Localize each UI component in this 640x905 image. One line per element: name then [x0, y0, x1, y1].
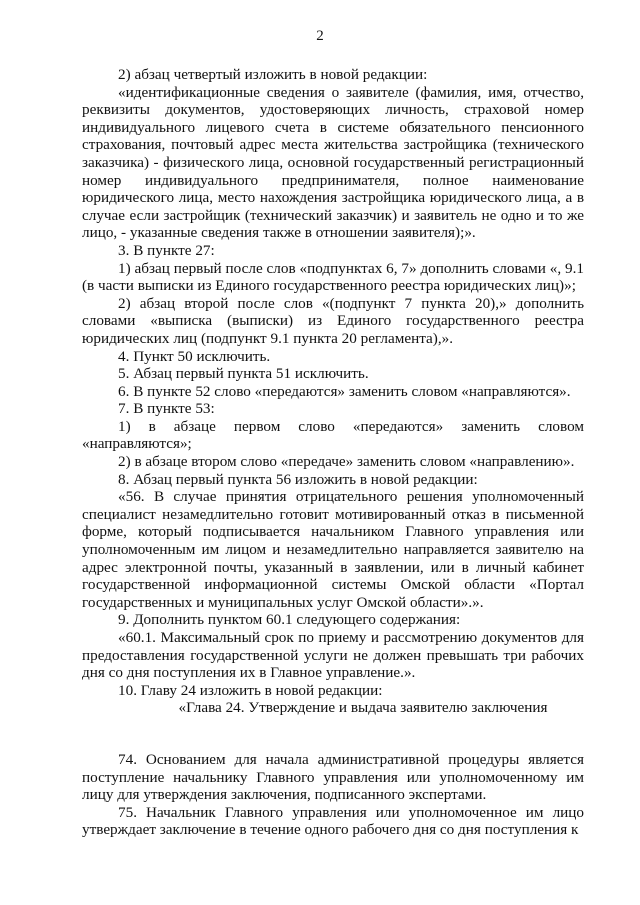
paragraph-19: 75. Начальник Главного управления или уполномоченное им лицо утверждает заключение в течение одного рабочего дня со дня поступления к	[82, 803, 584, 839]
paragraph-2: «идентификационные сведения о заявителе (фамилия, имя, отчество, реквизиты документов, удостоверяющих личность, страховой номер индивидуального лицевого счета в системе обязательного пенсионного страхования, почтовый адрес места жительства застройщика (технического заказчика) - физического лица, основной государственный регистрационный номер индивидуального предпринимателя, полное наименование юридического лица, место нахождения застройщика юридического лица, а в случае если застройщик (технический заказчик) и заявитель не одно и то же лицо, - указанные сведения также в отношении заявителя);».	[82, 83, 584, 242]
paragraph-16: 10. Главу 24 изложить в новой редакции:	[118, 681, 383, 699]
paragraph-8: 6. В пункте 52 слово «передаются» заменить словом «направляются».	[118, 382, 571, 400]
paragraph-6: 4. Пункт 50 исключить.	[118, 347, 271, 365]
paragraph-13: «56. В случае принятия отрицательного решения уполномоченный специалист незамедлительно готовит мотивированный отказ в письменной форме, который подписывается начальником Главного управления или уполномоченным им лицом и незамедлительно направляется заявителю на адрес электронной почты, указанный в заявлении, или в личный кабинет государственной информационной системы Омской области «Портал государственных и муниципальных услуг Омской области».».	[82, 488, 584, 611]
paragraph-18: 74. Основанием для начала административной процедуры является поступление начальнику Главного управления или уполномоченному им лицу для утверждения заключения, подписанного экспертами.	[82, 750, 584, 804]
paragraph-12: 8. Абзац первый пункта 56 изложить в новой редакции:	[118, 470, 478, 488]
paragraph-3: 3. В пункте 27:	[118, 241, 215, 259]
paragraph-5: 2) абзац второй после слов «(подпункт 7 пункта 20),» дополнить словами «выписка (выписки) из Единого государственного реестра юридических лиц (подпункт 9.1 пункта 20 регламента),».	[82, 294, 584, 347]
chapter-heading: «Глава 24. Утверждение и выдача заявителю заключения	[178, 699, 548, 717]
paragraph-11: 2) в абзаце втором слово «передаче» заменить словом «направлению».	[118, 453, 575, 471]
paragraph-15: «60.1. Максимальный срок по приему и рассмотрению документов для предоставления государственной услуги не должен превышать три рабочих дня со дня поступления их в Главное управление.».	[82, 629, 584, 682]
paragraph-1: 2) абзац четвертый изложить в новой редакции:	[118, 66, 428, 83]
document-body	[82, 66, 584, 839]
paragraph-4: 1) абзац первый после слов «подпунктах 6, 7» дополнить словами «, 9.1 (в части выписки из Единого государственного реестра юридических лиц)»;	[82, 259, 584, 295]
paragraph-10: 1) в абзаце первом слово «передаются» заменить словом «направляются»;	[82, 417, 584, 453]
paragraph-7: 5. Абзац первый пункта 51 исключить.	[118, 365, 369, 383]
paragraph-9: 7. В пункте 53:	[118, 400, 215, 418]
paragraph-14: 9. Дополнить пунктом 60.1 следующего содержания:	[118, 611, 461, 629]
page-number: 2	[316, 28, 324, 44]
